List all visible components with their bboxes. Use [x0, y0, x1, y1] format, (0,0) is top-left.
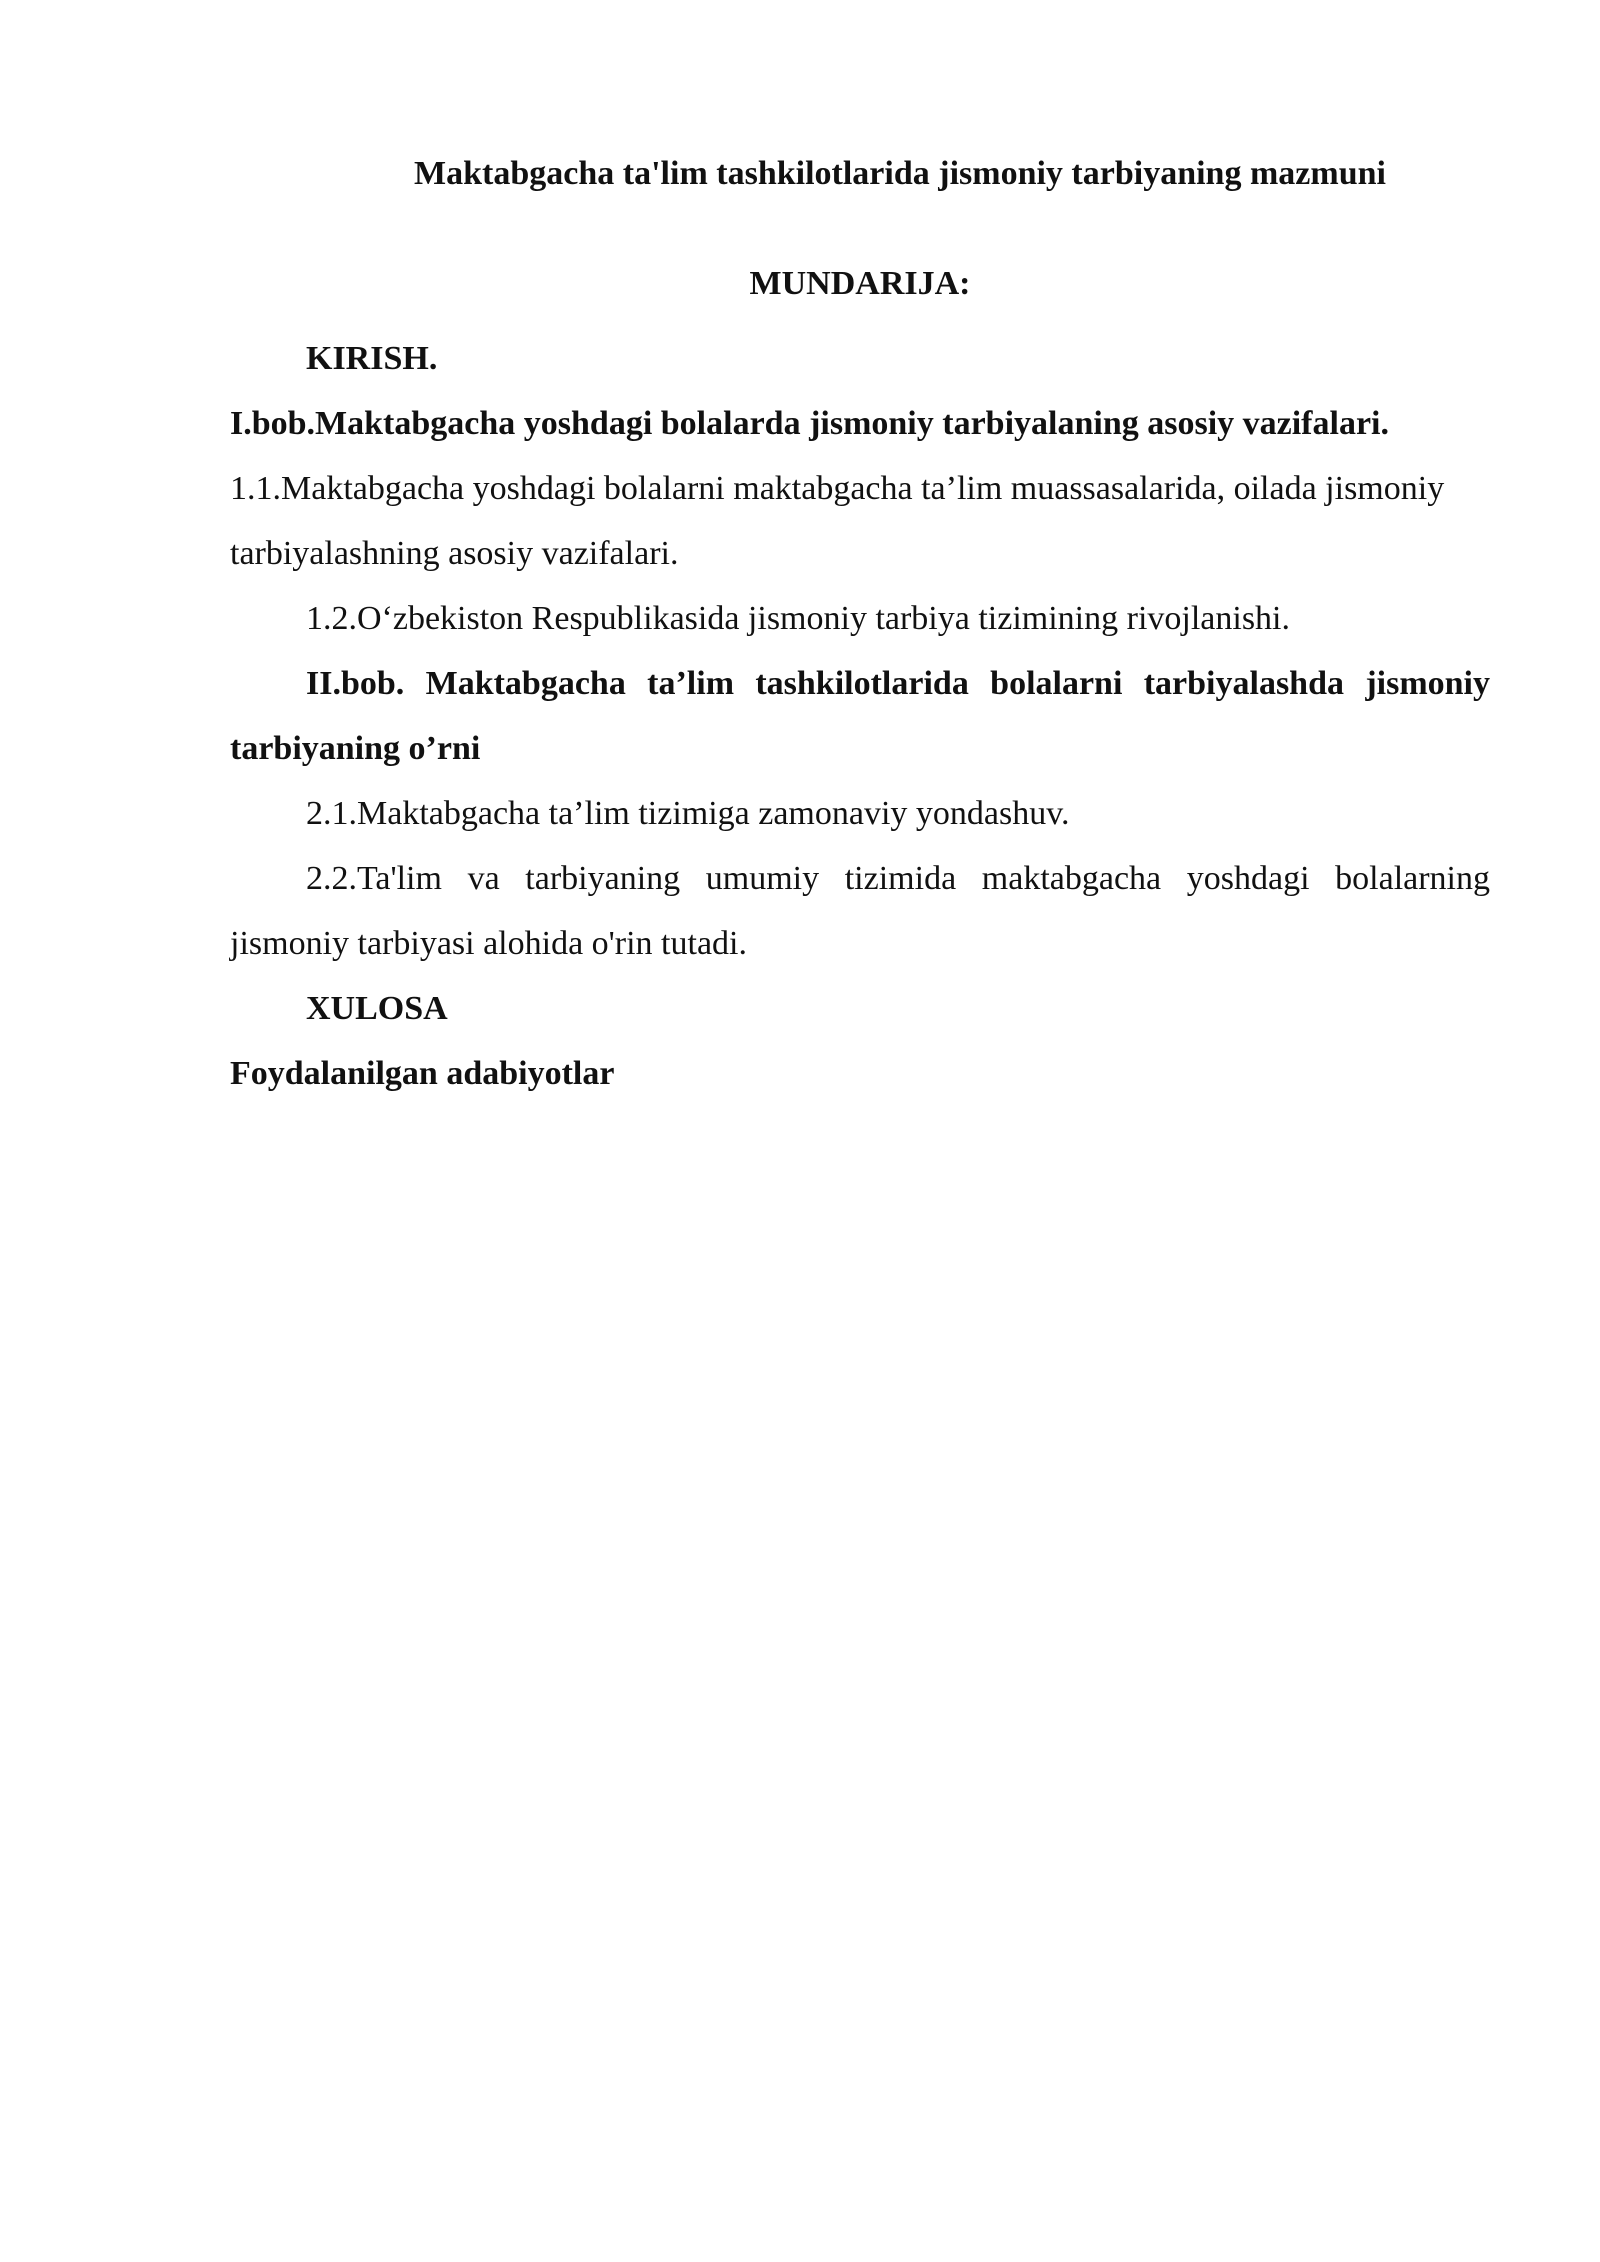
toc-entry-introduction: KIRISH.	[306, 340, 438, 377]
toc-entry-chapter-2: II.bob. Maktabgacha ta’lim tashkilotlarida bolalarni tarbiyalashda jismoniy tarbiyaning o’rni	[230, 665, 1490, 767]
toc-entry-chapter-1: I.bob.Maktabgacha yoshdagi bolalarda jismoniy tarbiyalaning asosiy vazifalari.	[230, 405, 1389, 442]
toc-entry-section-1-2: 1.2.O‘zbekiston Respublikasida jismoniy tarbiya tizimining rivojlanishi.	[306, 600, 1290, 637]
toc-heading: MUNDARIJA:	[749, 265, 971, 302]
toc-entry-section-2-2: 2.2.Ta'lim va tarbiyaning umumiy tizimida maktabgacha yoshdagi bolalarning jismoniy tarbiyasi alohida o'rin tutadi.	[230, 860, 1490, 962]
toc-entry-references: Foydalanilgan adabiyotlar	[230, 1055, 615, 1092]
table-of-contents	[230, 326, 1490, 1106]
document-title: Maktabgacha ta'lim tashkilotlarida jismoniy tarbiyaning mazmuni	[414, 155, 1386, 192]
toc-entry-section-1-1: 1.1.Maktabgacha yoshdagi bolalarni maktabgacha ta’lim muassasalarida, oilada jismoniy tarbiyalashning asosiy vazifalari.	[230, 470, 1445, 572]
toc-entry-conclusion: XULOSA	[306, 990, 448, 1027]
toc-entry-section-2-1: 2.1.Maktabgacha ta’lim tizimiga zamonaviy yondashuv.	[306, 795, 1070, 832]
